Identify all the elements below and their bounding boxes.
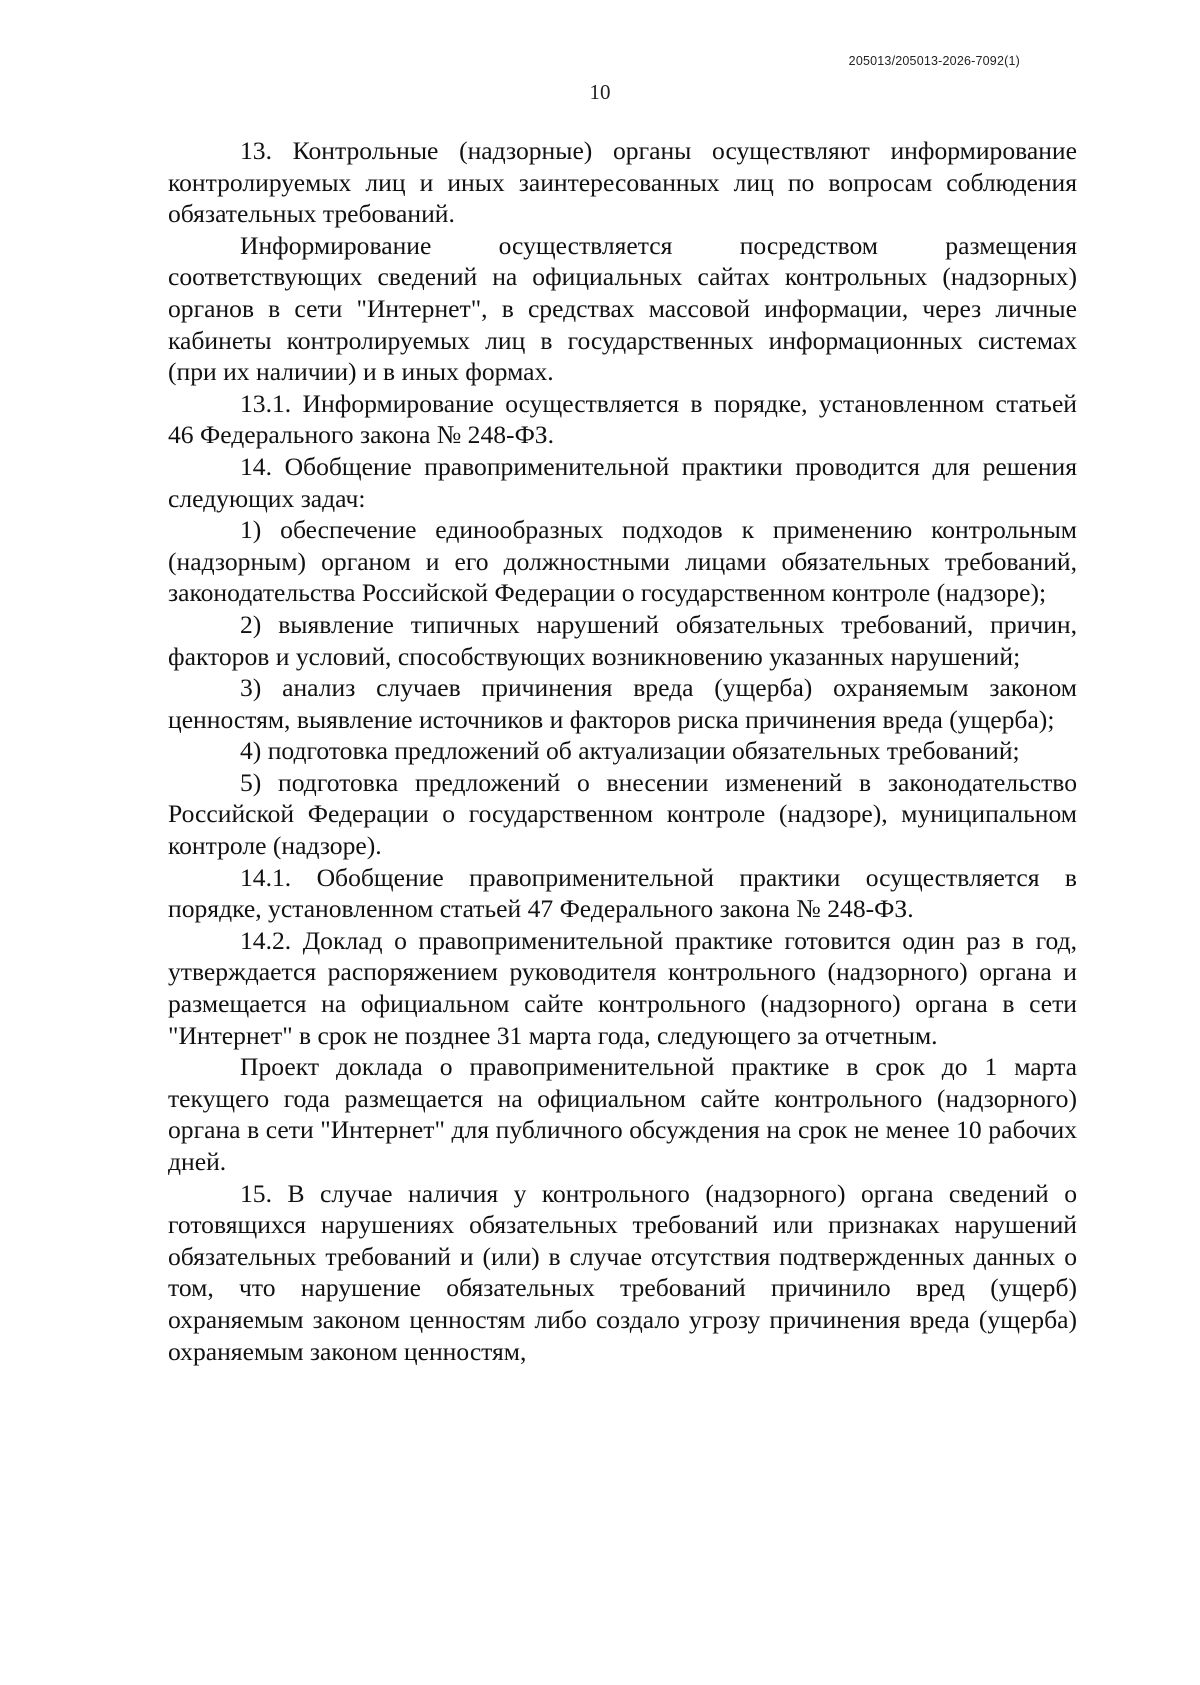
list-item-4: 4) подготовка предложений об актуализации обязательных требований; xyxy=(240,736,1020,766)
paragraph-14-1: 14.1. Обобщение правоприменительной практики осуществляется в порядке, установленном статьей 47 Федерального закона № 248-ФЗ. xyxy=(168,862,1077,924)
paragraph-14: 14. Обобщение правоприменительной практики проводится для решения следующих задач: xyxy=(168,451,1077,513)
paragraph-13: 13. Контрольные (надзорные) органы осуществляют информирование контролируемых лиц и иных заинтересованных лиц по вопросам соблюдения обязательных требований. xyxy=(168,136,1077,229)
document-body xyxy=(168,135,1077,1367)
page-number: 10 xyxy=(589,80,611,104)
paragraph-15: 15. В случае наличия у контрольного (надзорного) органа сведений о готовящихся нарушениях обязательных требований или признаках нарушений обязательных требований и (или) в случае отсутствия подтвержденных данных о том, что нарушение обязательных требований причинило вред (ущерб) охраняемым законом ценностям либо создало угрозу причинения вреда (ущерба) охраняемым законом ценностям, xyxy=(168,1178,1077,1366)
list-item-5: 5) подготовка предложений о внесении изменений в законодательство Российской Федерации о государственном контроле (надзоре), муниципальном контроле (надзоре). xyxy=(168,767,1077,861)
paragraph-13-1: 13.1. Информирование осуществляется в порядке, установленном статьей 46 Федерального закона № 248-ФЗ. xyxy=(168,388,1077,450)
document-id: 205013/205013-2026-7092(1) xyxy=(848,54,1020,68)
list-item-3: 3) анализ случаев причинения вреда (ущерба) охраняемым законом ценностям, выявление источников и факторов риска причинения вреда (ущерба); xyxy=(168,673,1077,734)
list-item-2: 2) выявление типичных нарушений обязательных требований, причин, факторов и условий, способствующих возникновению указанных нарушений; xyxy=(168,609,1077,671)
paragraph-14-2: 14.2. Доклад о правоприменительной практике готовится один раз в год, утверждается распоряжением руководителя контрольного (надзорного) органа и размещается на официальном сайте контрольного (надзорного) органа в сети "Интернет" в срок не позднее 31 марта года, следующего за отчетным. xyxy=(168,925,1077,1050)
paragraph-report-draft: Проект доклада о правоприменительной практике в срок до 1 марта текущего года размещается на официальном сайте контрольного (надзорного) органа в сети "Интернет" для публичного обсуждения на срок не менее 10 рабочих дней. xyxy=(168,1052,1077,1176)
paragraph-informing: Информирование осуществляется посредством размещения соответствующих сведений на официальных сайтах контрольных (надзорных) органов в сети "Интернет", в средствах массовой информации, через личные кабинеты контролируемых лиц в государственных информационных системах (при их наличии) и в иных формах. xyxy=(168,230,1077,387)
list-item-1: 1) обеспечение единообразных подходов к применению контрольным (надзорным) органом и его должностными лицами обязательных требований, законодательства Российской Федерации о государственном контроле (надзоре); xyxy=(168,515,1077,608)
